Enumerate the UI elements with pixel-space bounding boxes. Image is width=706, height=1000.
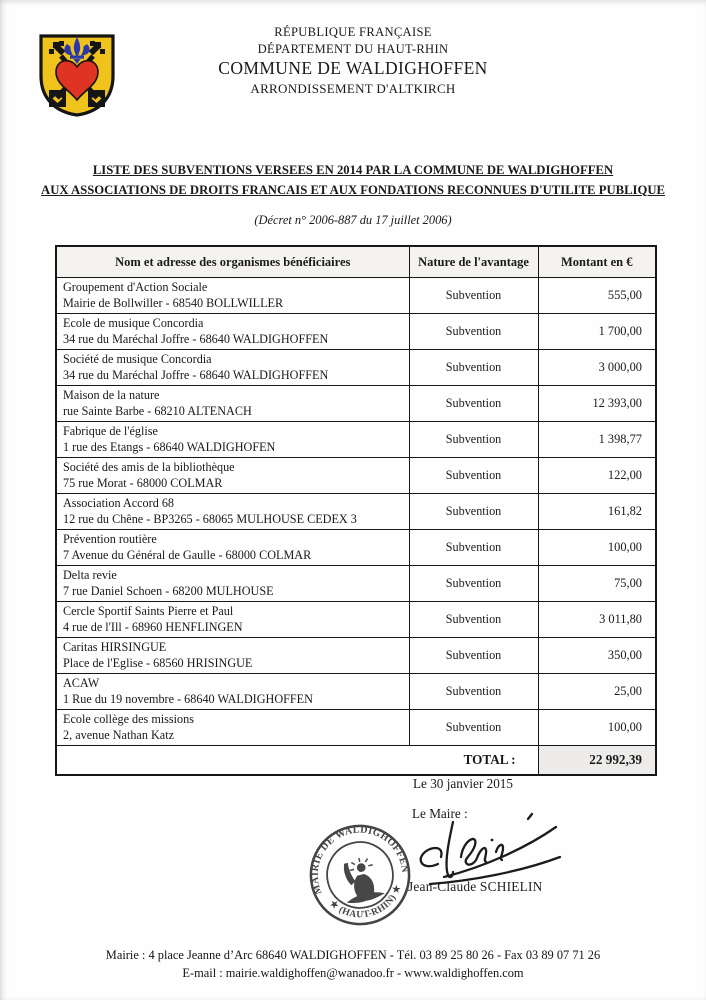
- beneficiary-cell: [56, 638, 409, 674]
- amount-cell: 1 398,77: [538, 422, 656, 458]
- nature-cell: Subvention: [409, 422, 538, 458]
- table-row: [56, 278, 656, 314]
- nature-cell: Subvention: [409, 314, 538, 350]
- nature-cell: Subvention: [409, 674, 538, 710]
- organisme-address: rue Sainte Barbe - 68210 ALTENACH: [63, 403, 252, 418]
- organisme-name: ACAW: [63, 675, 100, 690]
- amount-cell: 3 011,80: [538, 602, 656, 638]
- beneficiary-cell: [56, 386, 409, 422]
- document-date: Le 30 janvier 2015: [413, 776, 513, 791]
- organisme-address: 34 rue du Maréchal Joffre - 68640 WALDIGHOFFEN: [63, 331, 329, 346]
- table-row: [56, 530, 656, 566]
- beneficiary-cell: [56, 278, 409, 314]
- organisme-name: Société de musique Concordia: [63, 351, 212, 366]
- organisme-address: 1 rue des Etangs - 68640 WALDIGHOFEN: [63, 439, 276, 454]
- organisme-address: Place de l'Eglise - 68560 HRISINGUE: [63, 655, 253, 670]
- subventions-table: [55, 245, 657, 776]
- footer-address-line: Mairie : 4 place Jeanne d’Arc 68640 WALDIGHOFFEN - Tél. 03 89 25 80 26 - Fax 03 89 07 71 26: [105, 948, 601, 962]
- header-nature: Nature de l'avantage: [409, 246, 538, 278]
- organisme-name: Ecole de musique Concordia: [63, 315, 204, 330]
- table-row: [56, 566, 656, 602]
- organisme-name: Groupement d'Action Sociale: [63, 279, 208, 294]
- nature-cell: Subvention: [409, 530, 538, 566]
- beneficiary-cell: [56, 710, 409, 746]
- table-row: [56, 458, 656, 494]
- organisme-name: Caritas HIRSINGUE: [63, 639, 167, 654]
- table-body: [56, 278, 656, 746]
- table-row: [56, 350, 656, 386]
- beneficiary-cell: [56, 422, 409, 458]
- organisme-name: Delta revie: [63, 567, 117, 582]
- beneficiary-cell: [56, 602, 409, 638]
- organisme-name: Société des amis de la bibliothèque: [63, 459, 235, 474]
- amount-cell: 100,00: [538, 710, 656, 746]
- beneficiary-cell: [56, 530, 409, 566]
- nature-cell: Subvention: [409, 458, 538, 494]
- organisme-address: 34 rue du Maréchal Joffre - 68640 WALDIGHOFFEN: [63, 367, 329, 382]
- organisme-name: Association Accord 68: [63, 495, 175, 510]
- nature-cell: Subvention: [409, 638, 538, 674]
- organisme-name: Maison de la nature: [63, 387, 160, 402]
- table-row: [56, 494, 656, 530]
- stamp-statue-icon: [337, 854, 386, 906]
- total-label: TOTAL :: [56, 746, 538, 776]
- republique-line: RÉPUBLIQUE FRANÇAISE: [274, 25, 432, 39]
- amount-cell: 3 000,00: [538, 350, 656, 386]
- nature-cell: Subvention: [409, 710, 538, 746]
- footer: [0, 947, 706, 982]
- nature-cell: Subvention: [409, 278, 538, 314]
- organisme-address: Mairie de Bollwiller - 68540 BOLLWILLER: [63, 295, 284, 310]
- table-row: [56, 386, 656, 422]
- amount-cell: 25,00: [538, 674, 656, 710]
- svg-text:★ (HAUT-RHIN) ★: ★ (HAUT-RHIN) ★: [327, 883, 404, 921]
- organisme-name: Ecole collège des missions: [63, 711, 194, 726]
- nature-cell: Subvention: [409, 350, 538, 386]
- nature-cell: Subvention: [409, 566, 538, 602]
- beneficiary-cell: [56, 350, 409, 386]
- table-row: [56, 638, 656, 674]
- beneficiary-cell: [56, 458, 409, 494]
- amount-cell: 100,00: [538, 530, 656, 566]
- organisme-address: 1 Rue du 19 novembre - 68640 WALDIGHOFFEN: [63, 691, 313, 706]
- beneficiary-cell: [56, 674, 409, 710]
- mairie-stamp-icon: [306, 821, 414, 929]
- header-amount: Montant en €: [538, 246, 656, 278]
- arrondissement-line: ARRONDISSEMENT D'ALTKIRCH: [250, 80, 456, 96]
- table-row: [56, 602, 656, 638]
- total-amount: 22 992,39: [538, 746, 656, 776]
- nature-cell: Subvention: [409, 494, 538, 530]
- amount-cell: 161,82: [538, 494, 656, 530]
- total-row: [56, 746, 656, 776]
- table-row: [56, 422, 656, 458]
- beneficiary-cell: [56, 494, 409, 530]
- organisme-name: Prévention routière: [63, 531, 157, 546]
- amount-cell: 122,00: [538, 458, 656, 494]
- amount-cell: 1 700,00: [538, 314, 656, 350]
- nature-cell: Subvention: [409, 386, 538, 422]
- signatory-name: Jean-Claude SCHIELIN: [408, 879, 543, 894]
- signatory-title: Le Maire :: [412, 806, 468, 821]
- organisme-address: 2, avenue Nathan Katz: [63, 727, 174, 742]
- table-row: [56, 674, 656, 710]
- organisme-name: Fabrique de l'église: [63, 423, 158, 438]
- table-row: [56, 314, 656, 350]
- amount-cell: 12 393,00: [538, 386, 656, 422]
- table-row: [56, 710, 656, 746]
- commune-line: COMMUNE DE WALDIGHOFFEN: [218, 58, 488, 79]
- organisme-address: 7 rue Daniel Schoen - 68200 MULHOUSE: [63, 583, 274, 598]
- letterhead: [0, 26, 706, 95]
- organisme-name: Cercle Sportif Saints Pierre et Paul: [63, 603, 234, 618]
- svg-text:MAIRIE DE WALDIGHOFFEN: MAIRIE DE WALDIGHOFFEN: [309, 824, 411, 896]
- organisme-address: 7 Avenue du Général de Gaulle - 68000 COLMAR: [63, 547, 312, 562]
- document-title: [0, 161, 706, 200]
- title-line-2: AUX ASSOCIATIONS DE DROITS FRANCAIS ET AUX FONDATIONS RECONNUES D'UTILITE PUBLIQUE: [41, 182, 665, 197]
- amount-cell: 350,00: [538, 638, 656, 674]
- title-line-1: LISTE DES SUBVENTIONS VERSEES EN 2014 PAR LA COMMUNE DE WALDIGHOFFEN: [92, 163, 614, 177]
- organisme-address: 4 rue de l'Ill - 68960 HENFLINGEN: [63, 619, 243, 634]
- organisme-address: 12 rue du Chêne - BP3265 - 68065 MULHOUSE CEDEX 3: [63, 511, 357, 526]
- beneficiary-cell: [56, 314, 409, 350]
- table-header-row: [56, 246, 656, 278]
- amount-cell: 75,00: [538, 566, 656, 602]
- departement-line: DÉPARTEMENT DU HAUT-RHIN: [257, 41, 449, 56]
- decree-reference: (Décret n° 2006-887 du 17 juillet 2006): [254, 213, 452, 227]
- amount-cell: 555,00: [538, 278, 656, 314]
- beneficiary-cell: [56, 566, 409, 602]
- header-beneficiaries: Nom et adresse des organismes bénéficiaires: [56, 246, 409, 278]
- footer-contact-line: E-mail : mairie.waldighoffen@wanadoo.fr - www.waldighoffen.com: [182, 965, 524, 980]
- organisme-address: 75 rue Morat - 68000 COLMAR: [63, 475, 223, 490]
- nature-cell: Subvention: [409, 602, 538, 638]
